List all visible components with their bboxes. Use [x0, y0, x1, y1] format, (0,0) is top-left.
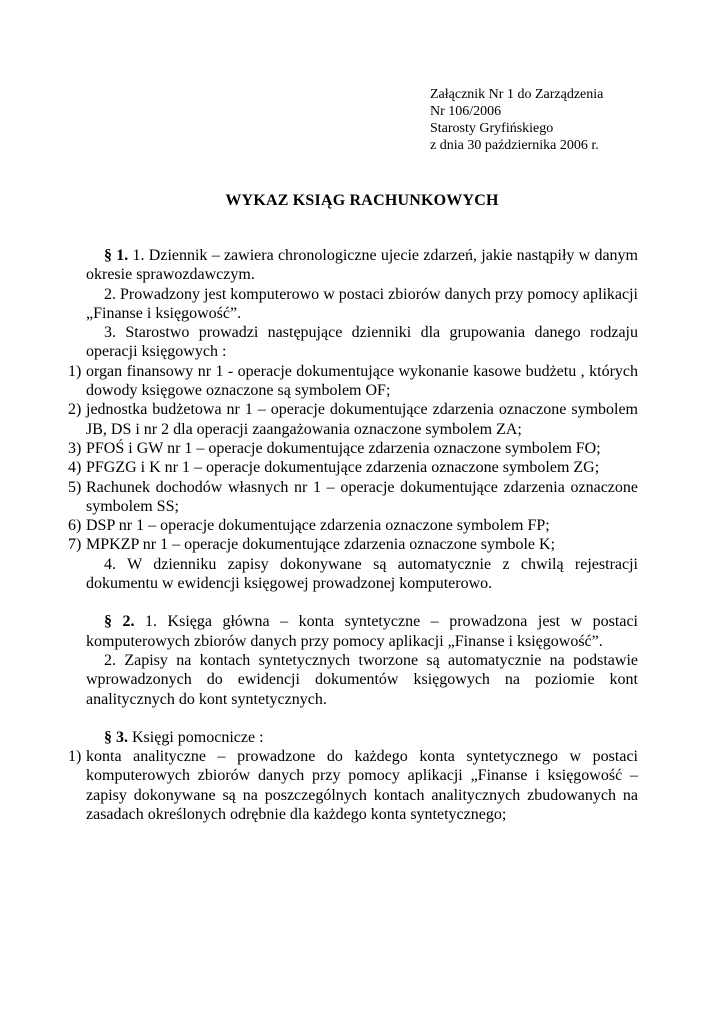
header-line-2: Nr 106/2006 [430, 104, 502, 119]
list-item-text: PFOŚ i GW nr 1 – operacje dokumentujące zdarzenia oznaczone symbolem FO; [86, 439, 601, 457]
section-3-list [68, 747, 638, 824]
list-item [68, 535, 638, 554]
section-1-paragraph-2: 2. Prowadzony jest komputerowo w postaci zbiorów danych przy pomocy aplikacji „Finanse i księgowość”. [86, 285, 638, 322]
list-item-number: 7) [68, 536, 82, 554]
section-2-p1-text: 1. Księga główna – konta syntetyczne – prowadzona jest w postaci komputerowych zbiorów danych przy pomocy aplikacji „Finanse i księgowość”. [86, 613, 638, 650]
section-3-intro [86, 728, 638, 747]
document-title: WYKAZ KSIĄG RACHUNKOWYCH [225, 192, 499, 209]
section-2-mark: § 2. [104, 613, 135, 631]
section-3-mark: § 3. [104, 728, 128, 746]
section-3-intro-text: Księgi pomocnicze : [128, 728, 264, 746]
header-line-1: Załącznik Nr 1 do Zarządzenia [430, 87, 604, 102]
list-item [68, 747, 638, 824]
list-item-number: 3) [68, 439, 82, 457]
list-item [68, 362, 638, 401]
section-2-paragraph-2: 2. Zapisy na kontach syntetycznych tworzone są automatycznie na podstawie wprowadzonych do ewidencji dokumentów księgowych na poziomie kont analitycznych do kont syntetycznych. [86, 651, 638, 708]
list-item-text: Rachunek dochodów własnych nr 1 – operacje dokumentujące zdarzenia oznaczone symbolem SS; [86, 478, 638, 515]
attachment-header [430, 86, 603, 154]
section-1-mark: § 1. [104, 247, 129, 264]
section-1-paragraph-3: 3. Starostwo prowadzi następujące dzienniki dla grupowania danego rodzaju operacji księgowych : [86, 324, 638, 361]
list-item-text: jednostka budżetowa nr 1 – operacje dokumentujące zdarzenia oznaczone symbolem JB, DS i nr 2 dla operacji zaangażowania oznaczone symbolem ZA; [86, 401, 638, 438]
section-1-paragraph-1 [86, 246, 638, 285]
header-line-3: Starosty Gryfińskiego [430, 121, 554, 136]
list-item [68, 516, 638, 535]
list-item-number: 6) [68, 517, 82, 535]
list-item [68, 478, 638, 517]
list-item [68, 400, 638, 439]
document-body [68, 246, 638, 824]
list-item-number: 5) [68, 478, 82, 496]
list-item-text: PFGZG i K nr 1 – operacje dokumentujące zdarzenia oznaczone symbolem ZG; [86, 459, 600, 477]
section-1-list [68, 362, 638, 555]
list-item-text: MPKZP nr 1 – operacje dokumentujące zdarzenia oznaczone symbole K; [86, 536, 556, 554]
section-1-p1-text: 1. Dziennik – zawiera chronologiczne ujecie zdarzeń, jakie nastąpiły w danym okresie sprawozdawczym. [86, 247, 638, 284]
list-item [68, 458, 638, 477]
list-item [68, 439, 638, 458]
list-item-text: organ finansowy nr 1 - operacje dokumentujące wykonanie kasowe budżetu , których dowody księgowe oznaczone są symbolem OF; [86, 362, 638, 400]
list-item-number: 2) [68, 401, 82, 419]
list-item-text: konta analityczne – prowadzone do każdego konta syntetycznego w postaci komputerowych zbiorów danych przy pomocy aplikacji „Finanse i księgowość – zapisy dokonywane są na poszczególnych kontach analitycznych zbudowanych na zasadach określonych odrębnie dla każdego konta syntetycznego; [86, 748, 638, 824]
list-item-number: 4) [68, 459, 82, 477]
section-1-paragraph-4: 4. W dzienniku zapisy dokonywane są automatycznie z chwilą rejestracji dokumentu w ewidencji księgowej prowadzonej komputerowo. [86, 555, 638, 593]
header-line-4: z dnia 30 października 2006 r. [430, 138, 599, 153]
spacer [86, 593, 638, 612]
list-item-number: 1) [68, 748, 82, 766]
list-item-text: DSP nr 1 – operacje dokumentujące zdarzenia oznaczone symbolem FP; [86, 517, 550, 535]
spacer [86, 709, 638, 728]
section-2-paragraph-1 [86, 612, 638, 651]
list-item-number: 1) [68, 362, 82, 380]
